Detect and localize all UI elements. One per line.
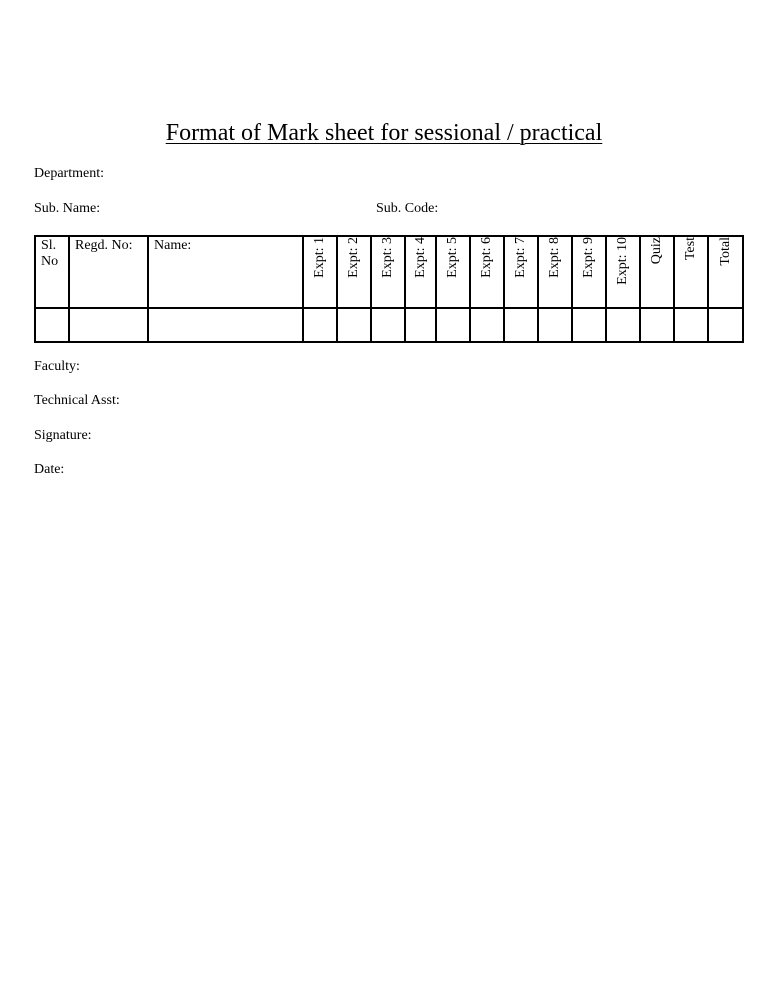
cell-regd-no[interactable] [69, 308, 148, 342]
cell-test[interactable] [674, 308, 708, 342]
header-expt-2: Expt: 2 [337, 236, 371, 308]
sub-name-label: Sub. Name: [34, 201, 101, 216]
header-expt-4: Expt: 4 [405, 236, 436, 308]
cell-expt-3[interactable] [371, 308, 405, 342]
table-row [35, 308, 743, 342]
header-expt-8: Expt: 8 [538, 236, 572, 308]
table-header-row [35, 236, 743, 308]
cell-total[interactable] [708, 308, 743, 342]
department-label: Department: [34, 166, 104, 181]
cell-quiz[interactable] [640, 308, 674, 342]
cell-sl-no[interactable] [35, 308, 69, 342]
page-title: Format of Mark sheet for sessional / practical [165, 120, 603, 146]
technical-asst-label: Technical Asst: [34, 393, 120, 408]
header-expt-10: Expt: 10 [606, 236, 640, 308]
signature-label: Signature: [34, 428, 92, 443]
header-expt-1: Expt: 1 [303, 236, 337, 308]
header-expt-9: Expt: 9 [572, 236, 606, 308]
header-sl-no: Sl. No [35, 236, 69, 308]
header-expt-7: Expt: 7 [504, 236, 538, 308]
header-quiz: Quiz [640, 236, 674, 308]
cell-expt-10[interactable] [606, 308, 640, 342]
header-regd-no: Regd. No: [69, 236, 148, 308]
cell-expt-8[interactable] [538, 308, 572, 342]
header-name: Name: [148, 236, 303, 308]
header-total: Total [708, 236, 743, 308]
cell-expt-5[interactable] [436, 308, 470, 342]
date-label: Date: [34, 462, 65, 477]
cell-expt-9[interactable] [572, 308, 606, 342]
header-expt-3: Expt: 3 [371, 236, 405, 308]
mark-sheet-table [34, 235, 744, 343]
header-expt-6: Expt: 6 [470, 236, 504, 308]
cell-expt-7[interactable] [504, 308, 538, 342]
cell-expt-2[interactable] [337, 308, 371, 342]
cell-expt-1[interactable] [303, 308, 337, 342]
cell-expt-6[interactable] [470, 308, 504, 342]
header-test: Test [674, 236, 708, 308]
cell-name[interactable] [148, 308, 303, 342]
sub-code-label: Sub. Code: [376, 201, 439, 216]
cell-expt-4[interactable] [405, 308, 436, 342]
faculty-label: Faculty: [34, 359, 80, 374]
header-expt-5: Expt: 5 [436, 236, 470, 308]
